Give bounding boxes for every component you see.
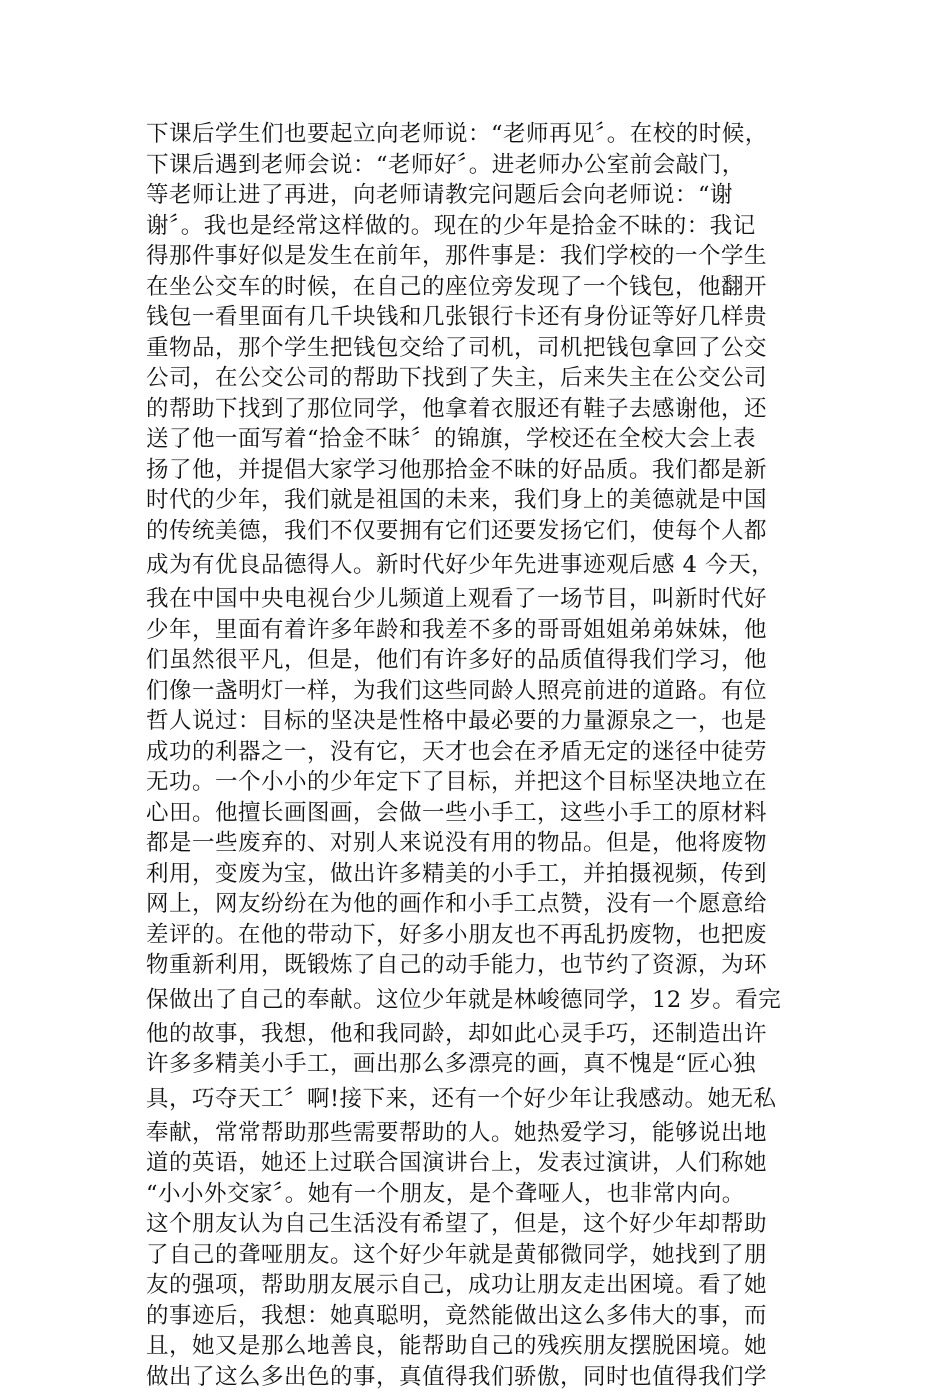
text-line: 友的强项，帮助朋友展示自己，成功让朋友走出困境。看了她 (146, 1270, 811, 1301)
text-line: 成功的利器之一，没有它，天才也会在矛盾无定的迷径中徒劳 (146, 737, 811, 768)
text-line: 们虽然很平凡，但是，他们有许多好的品质值得我们学习，他 (146, 645, 811, 676)
text-line: 重物品，那个学生把钱包交给了司机，司机把钱包拿回了公交 (146, 333, 811, 364)
text-line: 网上，网友纷纷在为他的画作和小手工点赞，没有一个愿意给 (146, 889, 811, 920)
text-line: 保做出了自己的奉献。这位少年就是林峻德同学，12 岁。看完 (146, 981, 811, 1019)
text-line: 许多多精美小手工，画出那么多漂亮的画，真不愧是“匠心独 (146, 1049, 811, 1080)
text-line: 的传统美德，我们不仅要拥有它们还要发扬它们，使每个人都 (146, 516, 811, 547)
text-line: 下课后学生们也要起立向老师说：“老师再见〞。在校的时候， (146, 119, 811, 150)
text-line: 具，巧夺天工〞啊!接下来，还有一个好少年让我感动。她无私 (146, 1080, 811, 1118)
text-line: “小小外交家〞。她有一个朋友，是个聋哑人，也非常内向。 (146, 1179, 811, 1210)
text-line: 物重新利用，既锻炼了自己的动手能力，也节约了资源，为环 (146, 950, 811, 981)
text-line: 得那件事好似是发生在前年，那件事是：我们学校的一个学生 (146, 241, 811, 272)
text-line: 公司，在公交公司的帮助下找到了失主，后来失主在公交公司 (146, 363, 811, 394)
text-line: 下课后遇到老师会说：“老师好〞。进老师办公室前会敲门， (146, 150, 811, 181)
text-line: 这个朋友认为自己生活没有希望了，但是，这个好少年却帮助 (146, 1209, 811, 1240)
text-line: 谢〞。我也是经常这样做的。现在的少年是拾金不昧的：我记 (146, 211, 811, 242)
text-line: 时代的少年，我们就是祖国的未来，我们身上的美德就是中国 (146, 485, 811, 516)
text-line: 送了他一面写着“拾金不昧〞的锦旗，学校还在全校大会上表 (146, 424, 811, 455)
text-line: 都是一些废弃的、对别人来说没有用的物品。但是，他将废物 (146, 828, 811, 859)
text-line: 了自己的聋哑朋友。这个好少年就是黄郁微同学，她找到了朋 (146, 1240, 811, 1271)
text-line: 无功。一个小小的少年定下了目标，并把这个目标坚决地立在 (146, 767, 811, 798)
body-text (146, 119, 811, 1392)
text-line: 等老师让进了再进，向老师请教完问题后会向老师说：“谢 (146, 180, 811, 211)
text-line: 哲人说过：目标的坚决是性格中最必要的力量源泉之一，也是 (146, 706, 811, 737)
text-line: 做出了这么多出色的事，真值得我们骄傲，同时也值得我们学 (146, 1362, 811, 1392)
text-line: 我在中国中央电视台少儿频道上观看了一场节目，叫新时代好 (146, 584, 811, 615)
text-line: 少年，里面有着许多年龄和我差不多的哥哥姐姐弟弟妹妹，他 (146, 615, 811, 646)
text-line: 的事迹后，我想：她真聪明，竟然能做出这么多伟大的事，而 (146, 1301, 811, 1332)
text-line: 他的故事，我想，他和我同龄，却如此心灵手巧，还制造出许 (146, 1019, 811, 1050)
text-line: 的帮助下找到了那位同学，他拿着衣服还有鞋子去感谢他，还 (146, 394, 811, 425)
text-line: 扬了他，并提倡大家学习他那拾金不昧的好品质。我们都是新 (146, 455, 811, 486)
text-line: 钱包一看里面有几千块钱和几张银行卡还有身份证等好几样贵 (146, 302, 811, 333)
text-line: 道的英语，她还上过联合国演讲台上，发表过演讲，人们称她 (146, 1148, 811, 1179)
text-line: 成为有优良品德得人。新时代好少年先进事迹观后感 4 今天， (146, 546, 811, 584)
text-line: 且，她又是那么地善良，能帮助自己的残疾朋友摆脱困境。她 (146, 1331, 811, 1362)
text-line: 们像一盏明灯一样，为我们这些同龄人照亮前进的道路。有位 (146, 676, 811, 707)
text-line: 差评的。在他的带动下，好多小朋友也不再乱扔废物，也把废 (146, 920, 811, 951)
text-line: 心田。他擅长画图画，会做一些小手工，这些小手工的原材料 (146, 798, 811, 829)
text-line: 在坐公交车的时候，在自己的座位旁发现了一个钱包，他翻开 (146, 272, 811, 303)
text-line: 奉献，常常帮助那些需要帮助的人。她热爱学习，能够说出地 (146, 1118, 811, 1149)
text-line: 利用，变废为宝，做出许多精美的小手工，并拍摄视频，传到 (146, 859, 811, 890)
